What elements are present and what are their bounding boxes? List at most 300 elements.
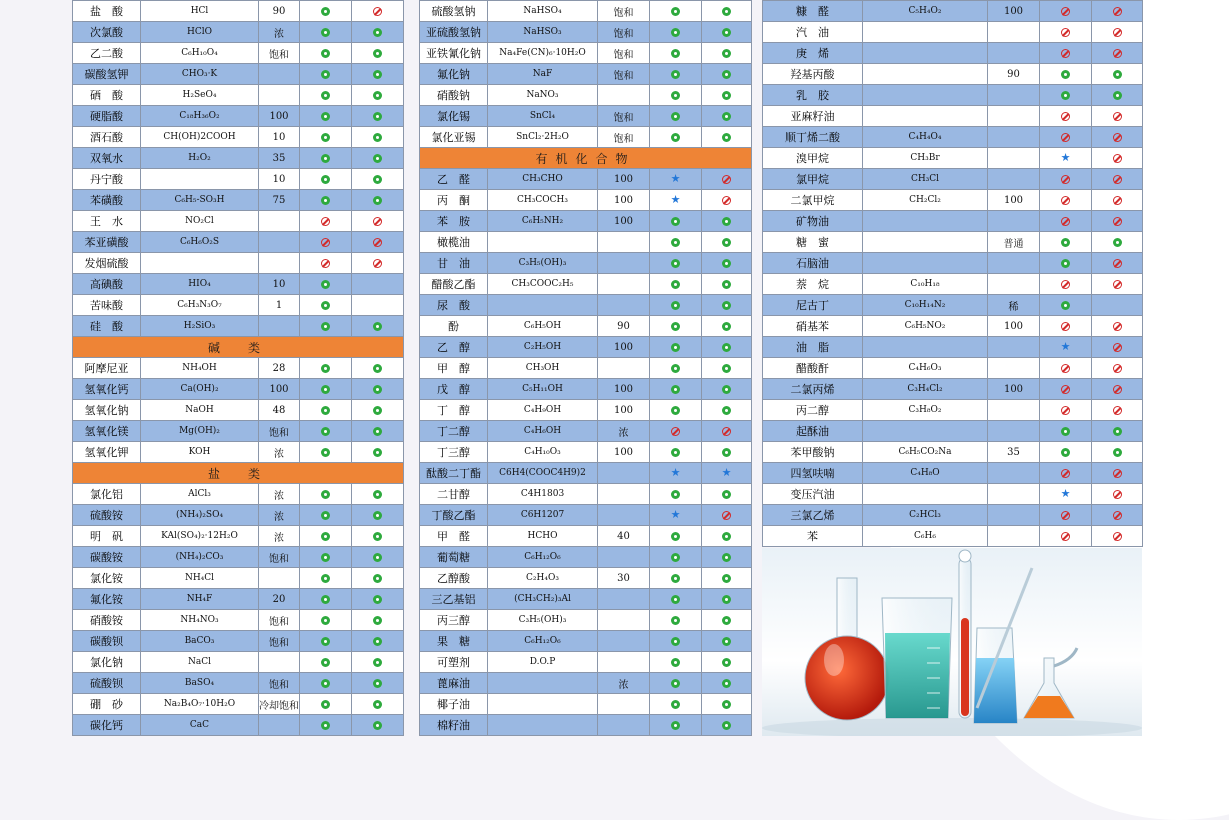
concentration: 饱和 (259, 631, 300, 652)
chemical-formula (863, 85, 988, 106)
resistance-1 (300, 106, 352, 127)
table-row (73, 568, 404, 589)
chemical-formula: C₂HCl₃ (863, 505, 988, 526)
concentration: 90 (988, 64, 1040, 85)
prohibited-icon (1113, 511, 1122, 520)
concentration (988, 358, 1040, 379)
resistance-1 (650, 85, 702, 106)
chemical-name: 糠 醛 (763, 1, 863, 22)
prohibited-icon (722, 511, 731, 520)
chemical-formula (488, 694, 598, 715)
chemical-name: 丁二醇 (420, 421, 488, 442)
resistance-2 (702, 631, 752, 652)
concentration (988, 274, 1040, 295)
chemical-name: 丹宁酸 (73, 169, 141, 190)
table-row (420, 22, 752, 43)
prohibited-icon (1113, 364, 1122, 373)
resistance-1 (650, 442, 702, 463)
prohibited-icon (722, 175, 731, 184)
prohibited-icon (1113, 280, 1122, 289)
resistance-1 (300, 211, 352, 232)
check-circle-icon (722, 49, 731, 58)
concentration: 28 (259, 358, 300, 379)
chemical-name: 乙二酸 (73, 43, 141, 64)
chemical-name: 硫酸钡 (73, 673, 141, 694)
resistance-2 (352, 106, 404, 127)
star-icon: ★ (670, 193, 681, 206)
prohibited-icon (1061, 133, 1070, 142)
resistance-2 (702, 43, 752, 64)
prohibited-icon (1061, 49, 1070, 58)
resistance-1 (1040, 526, 1092, 547)
chemical-formula: C₆H₃N₃O₇ (141, 295, 259, 316)
chemical-formula: C₆H₁₀O₄ (141, 43, 259, 64)
concentration (988, 148, 1040, 169)
concentration: 10 (259, 274, 300, 295)
check-circle-icon (321, 658, 330, 667)
check-circle-icon (373, 637, 382, 646)
chemical-formula (863, 22, 988, 43)
table-row (763, 43, 1143, 64)
resistance-2 (352, 421, 404, 442)
resistance-2 (1092, 253, 1143, 274)
chemical-name: 盐 酸 (73, 1, 141, 22)
check-circle-icon (722, 406, 731, 415)
chemical-name: 蓖麻油 (420, 673, 488, 694)
concentration (598, 589, 650, 610)
resistance-1 (300, 442, 352, 463)
prohibited-icon (1113, 133, 1122, 142)
table-row (73, 589, 404, 610)
resistance-1 (650, 274, 702, 295)
concentration (988, 484, 1040, 505)
check-circle-icon (373, 70, 382, 79)
check-circle-icon (1061, 301, 1070, 310)
resistance-2 (702, 127, 752, 148)
resistance-1 (1040, 169, 1092, 190)
resistance-2 (352, 43, 404, 64)
check-circle-icon (671, 301, 680, 310)
table-row (73, 64, 404, 85)
check-circle-icon (321, 364, 330, 373)
concentration (988, 253, 1040, 274)
resistance-2 (702, 715, 752, 736)
table-row (763, 295, 1143, 316)
resistance-1 (650, 589, 702, 610)
check-circle-icon (321, 196, 330, 205)
chemical-formula: Na₂B₄O₇·10H₂O (141, 694, 259, 715)
resistance-2 (352, 484, 404, 505)
table-row (420, 1, 752, 22)
prohibited-icon (1113, 175, 1122, 184)
prohibited-icon (373, 217, 382, 226)
table-row (420, 379, 752, 400)
chemical-formula: C₆H₅NO₂ (863, 316, 988, 337)
chemical-formula: C₆H₁₂O₆ (488, 631, 598, 652)
check-circle-icon (722, 679, 731, 688)
chemical-formula: C₃H₄Cl₂ (863, 379, 988, 400)
category-header-row (420, 148, 752, 169)
concentration: 100 (598, 169, 650, 190)
check-circle-icon (722, 28, 731, 37)
table-row (420, 316, 752, 337)
check-circle-icon (373, 91, 382, 100)
check-circle-icon (373, 700, 382, 709)
chemical-name: 氯化铝 (73, 484, 141, 505)
resistance-1 (650, 127, 702, 148)
chemical-formula: CH₃COCH₃ (488, 190, 598, 211)
prohibited-icon (1061, 217, 1070, 226)
table-row (420, 631, 752, 652)
check-circle-icon (722, 637, 731, 646)
chemical-name: 糖 蜜 (763, 232, 863, 253)
check-circle-icon (722, 700, 731, 709)
chemical-formula: NaNO₃ (488, 85, 598, 106)
table-row (420, 589, 752, 610)
resistance-1 (650, 316, 702, 337)
table-row (763, 421, 1143, 442)
resistance-1 (300, 253, 352, 274)
prohibited-icon (1113, 490, 1122, 499)
table-row (763, 316, 1143, 337)
prohibited-icon (1113, 259, 1122, 268)
table-row (420, 400, 752, 421)
chemical-name: 高碘酸 (73, 274, 141, 295)
concentration (598, 295, 650, 316)
check-circle-icon (722, 343, 731, 352)
concentration: 饱和 (259, 421, 300, 442)
chemical-formula: SnCl₂·2H₂O (488, 127, 598, 148)
star-icon: ★ (670, 508, 681, 521)
check-circle-icon (671, 343, 680, 352)
chemical-formula: C₄H₆OH (488, 421, 598, 442)
resistance-2 (702, 232, 752, 253)
check-circle-icon (671, 280, 680, 289)
chemical-name: 亚麻籽油 (763, 106, 863, 127)
check-circle-icon (671, 448, 680, 457)
category-header: 盐 类 (73, 463, 404, 484)
resistance-2 (352, 610, 404, 631)
table-row (73, 148, 404, 169)
prohibited-icon (1061, 112, 1070, 121)
concentration (598, 631, 650, 652)
chemical-name: 乙醇酸 (420, 568, 488, 589)
chemical-formula: AlCl₃ (141, 484, 259, 505)
check-circle-icon (671, 658, 680, 667)
chemical-name: 二氯甲烷 (763, 190, 863, 211)
resistance-1 (650, 337, 702, 358)
chemical-formula: CH₃Br (863, 148, 988, 169)
table-row (73, 316, 404, 337)
chemical-name: 氢氧化镁 (73, 421, 141, 442)
resistance-1 (300, 127, 352, 148)
chemical-formula (863, 484, 988, 505)
resistance-2 (702, 421, 752, 442)
resistance-2 (1092, 64, 1143, 85)
resistance-2 (1092, 148, 1143, 169)
resistance-2 (352, 358, 404, 379)
resistance-2 (1092, 127, 1143, 148)
chemical-formula: (CH₃CH₂)₃Al (488, 589, 598, 610)
chemical-name: 硝酸铵 (73, 610, 141, 631)
resistance-1 (650, 631, 702, 652)
resistance-2 (702, 190, 752, 211)
table-row (73, 169, 404, 190)
chemical-formula: C₁₈H₃₆O₂ (141, 106, 259, 127)
resistance-2 (702, 316, 752, 337)
concentration: 100 (598, 211, 650, 232)
resistance-1 (300, 652, 352, 673)
check-circle-icon (321, 70, 330, 79)
table-row (420, 421, 752, 442)
concentration: 饱和 (259, 673, 300, 694)
resistance-1 (1040, 505, 1092, 526)
check-circle-icon (1113, 70, 1122, 79)
concentration: 100 (988, 379, 1040, 400)
chemical-name: 丁酸乙酯 (420, 505, 488, 526)
chemical-formula: NO₂Cl (141, 211, 259, 232)
concentration: 35 (259, 148, 300, 169)
concentration: 饱和 (598, 22, 650, 43)
chemical-name: 苯磺酸 (73, 190, 141, 211)
resistance-1 (300, 589, 352, 610)
check-circle-icon (373, 532, 382, 541)
check-circle-icon (373, 448, 382, 457)
check-circle-icon (722, 490, 731, 499)
chemical-formula: C6H4(COOC4H9)2 (488, 463, 598, 484)
resistance-1 (300, 1, 352, 22)
chemical-formula: H₂O₂ (141, 148, 259, 169)
resistance-2 (1092, 85, 1143, 106)
check-circle-icon (671, 679, 680, 688)
chemical-formula: HClO (141, 22, 259, 43)
concentration: 饱和 (598, 64, 650, 85)
table-row (763, 127, 1143, 148)
check-circle-icon (373, 616, 382, 625)
resistance-1 (300, 64, 352, 85)
table-row (420, 211, 752, 232)
check-circle-icon (671, 595, 680, 604)
concentration: 100 (988, 316, 1040, 337)
concentration (988, 22, 1040, 43)
resistance-2 (352, 253, 404, 274)
resistance-2 (702, 106, 752, 127)
chemical-name: 亚硫酸氢钠 (420, 22, 488, 43)
concentration: 100 (598, 379, 650, 400)
chemical-formula: NaCl (141, 652, 259, 673)
chemical-formula: (NH₄)₂CO₃ (141, 547, 259, 568)
concentration (259, 85, 300, 106)
chemical-name: 酞酸二丁酯 (420, 463, 488, 484)
resistance-2 (702, 610, 752, 631)
lab-glassware-photo (762, 548, 1142, 736)
chemical-name: 橄榄油 (420, 232, 488, 253)
table-row (763, 442, 1143, 463)
prohibited-icon (321, 238, 330, 247)
chemical-name: 羟基丙酸 (763, 64, 863, 85)
chemical-name: 戊 醇 (420, 379, 488, 400)
check-circle-icon (671, 7, 680, 16)
chemical-name: 三乙基铝 (420, 589, 488, 610)
check-circle-icon (373, 112, 382, 121)
resistance-1 (650, 673, 702, 694)
table-row (420, 253, 752, 274)
check-circle-icon (321, 448, 330, 457)
check-circle-icon (321, 490, 330, 499)
check-circle-icon (1113, 238, 1122, 247)
prohibited-icon (1113, 7, 1122, 16)
prohibited-icon (373, 238, 382, 247)
concentration: 浓 (259, 442, 300, 463)
chemical-name: 丁 醇 (420, 400, 488, 421)
concentration (988, 505, 1040, 526)
chemical-formula: BaSO₄ (141, 673, 259, 694)
resistance-2 (702, 253, 752, 274)
chemical-formula: C₄H₉OH (488, 400, 598, 421)
prohibited-icon (1061, 406, 1070, 415)
chemical-formula: C₆H₅-SO₃H (141, 190, 259, 211)
resistance-2 (1092, 211, 1143, 232)
resistance-1 (300, 421, 352, 442)
resistance-1 (1040, 253, 1092, 274)
resistance-2 (702, 547, 752, 568)
chemical-name: 氢氧化钙 (73, 379, 141, 400)
chemical-formula: CaC (141, 715, 259, 736)
concentration: 饱和 (598, 43, 650, 64)
resistance-2 (352, 232, 404, 253)
star-icon: ★ (1060, 487, 1071, 500)
concentration (598, 610, 650, 631)
concentration (598, 274, 650, 295)
chemical-name: 氯化铵 (73, 568, 141, 589)
table-row (420, 610, 752, 631)
resistance-2 (352, 211, 404, 232)
chemical-formula (863, 43, 988, 64)
check-circle-icon (321, 595, 330, 604)
check-circle-icon (671, 322, 680, 331)
star-icon: ★ (1060, 340, 1071, 353)
category-header: 有机化合物 (420, 148, 752, 169)
resistance-1 (650, 505, 702, 526)
resistance-2 (352, 442, 404, 463)
concentration: 100 (259, 379, 300, 400)
prohibited-icon (1061, 532, 1070, 541)
prohibited-icon (1061, 7, 1070, 16)
resistance-1 (650, 715, 702, 736)
resistance-2 (352, 673, 404, 694)
chemical-name: 石脑油 (763, 253, 863, 274)
resistance-1 (650, 232, 702, 253)
resistance-1 (1040, 148, 1092, 169)
table-row (763, 190, 1143, 211)
resistance-2 (352, 526, 404, 547)
chemical-name: 二氯丙烯 (763, 379, 863, 400)
star-icon: ★ (721, 466, 732, 479)
resistance-1 (300, 190, 352, 211)
check-circle-icon (321, 574, 330, 583)
concentration (988, 127, 1040, 148)
resistance-2 (352, 316, 404, 337)
resistance-1 (1040, 1, 1092, 22)
resistance-1 (1040, 295, 1092, 316)
table-row (763, 22, 1143, 43)
resistance-1 (650, 358, 702, 379)
prohibited-icon (722, 196, 731, 205)
check-circle-icon (373, 679, 382, 688)
resistance-1 (1040, 442, 1092, 463)
resistance-2 (352, 190, 404, 211)
check-circle-icon (321, 301, 330, 310)
chemical-formula (863, 253, 988, 274)
concentration (988, 421, 1040, 442)
chemical-name: 油 脂 (763, 337, 863, 358)
resistance-1 (1040, 43, 1092, 64)
chemical-formula: CH(OH)2COOH (141, 127, 259, 148)
resistance-2 (352, 631, 404, 652)
chemical-formula: CH₃OH (488, 358, 598, 379)
chemical-formula: D.O.P (488, 652, 598, 673)
check-circle-icon (321, 679, 330, 688)
chemical-formula: NaOH (141, 400, 259, 421)
table-row (420, 274, 752, 295)
chemical-name: 尼古丁 (763, 295, 863, 316)
chemical-name: 棉籽油 (420, 715, 488, 736)
resistance-1 (1040, 22, 1092, 43)
resistance-1 (1040, 64, 1092, 85)
chemical-name: 起酥油 (763, 421, 863, 442)
resistance-1 (300, 274, 352, 295)
check-circle-icon (321, 28, 330, 37)
table-row (763, 64, 1143, 85)
chemical-name: 亚铁氰化钠 (420, 43, 488, 64)
table-row (420, 526, 752, 547)
check-circle-icon (722, 574, 731, 583)
prohibited-icon (1061, 175, 1070, 184)
resistance-2 (352, 1, 404, 22)
chemical-formula: C₁₀H₁₄N₂ (863, 295, 988, 316)
chemical-name: 氯甲烷 (763, 169, 863, 190)
resistance-2 (702, 673, 752, 694)
resistance-1 (300, 232, 352, 253)
chemical-name: 氯化钠 (73, 652, 141, 673)
check-circle-icon (321, 700, 330, 709)
table-row (73, 85, 404, 106)
concentration (988, 211, 1040, 232)
check-circle-icon (373, 511, 382, 520)
check-circle-icon (373, 49, 382, 58)
check-circle-icon (373, 364, 382, 373)
concentration (598, 232, 650, 253)
resistance-1 (650, 421, 702, 442)
table-row (763, 211, 1143, 232)
prohibited-icon (1113, 217, 1122, 226)
table-row (420, 673, 752, 694)
resistance-2 (702, 505, 752, 526)
resistance-1 (300, 148, 352, 169)
concentration: 浓 (598, 421, 650, 442)
resistance-2 (702, 568, 752, 589)
chemical-formula: C₆H₅OH (488, 316, 598, 337)
chemical-name: 苯甲酸钠 (763, 442, 863, 463)
resistance-2 (702, 442, 752, 463)
resistance-2 (702, 274, 752, 295)
prohibited-icon (1113, 322, 1122, 331)
check-circle-icon (321, 133, 330, 142)
chemical-formula: C₄H₁₀O₃ (488, 442, 598, 463)
category-header-row (73, 337, 404, 358)
chemical-formula: Na₄Fe(CN)₆·10H₂O (488, 43, 598, 64)
concentration: 100 (598, 442, 650, 463)
